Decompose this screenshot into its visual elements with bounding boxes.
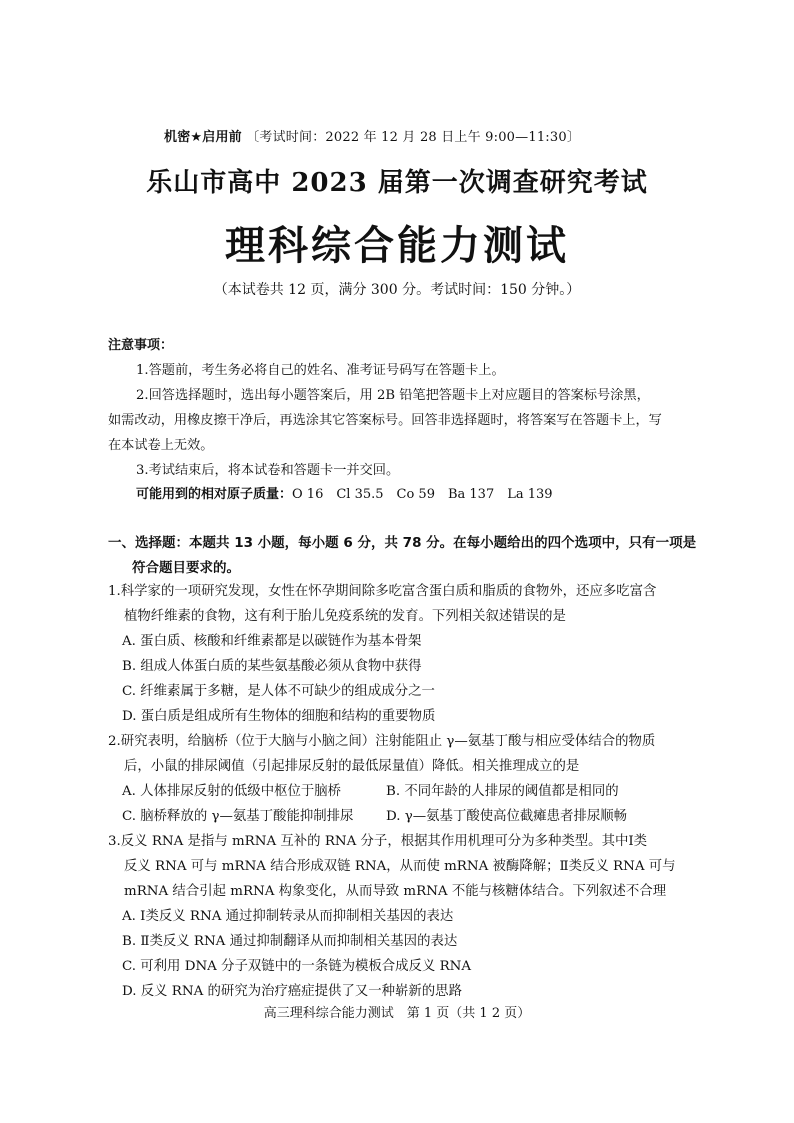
q2-stem-line-1: 2.研究表明，给脑桥（位于大脑与小脑之间）注射能阻止 γ—氨基丁酸与相应受体结合的物质 (108, 734, 656, 749)
atomic-mass-values: O 16 Cl 35.5 Co 59 Ba 137 La 139 (292, 487, 553, 502)
q3-stem-line-3: mRNA 结合引起 mRNA 构象变化，从而导致 mRNA 不能与核糖体结合。下列叙述不合理 (124, 884, 667, 899)
page-footer: 高三理科综合能力测试 第 1 页（共 1 2 页） (263, 1006, 531, 1021)
q2-option-a: A. 人体排尿反射的低级中枢位于脑桥 (122, 784, 342, 799)
exam-info: （本试卷共 12 页，满分 300 分。考试时间：150 分钟。） (213, 282, 581, 298)
q1-stem-line-1: 1.科学家的一项研究发现，女性在怀孕期间除多吃富含蛋白质和脂质的食物外，还应多吃富含 (108, 584, 657, 599)
q2-option-d: D. γ—氨基丁酸使高位截瘫患者排尿顺畅 (386, 809, 628, 824)
notes-heading: 注意事项： (108, 338, 174, 353)
note-item-2-line-1: 2.回答选择题时，选出每小题答案后，用 2B 铅笔把答题卡上对应题目的答案标号涂黑， (136, 388, 650, 403)
atomic-mass-label: 可能用到的相对原子质量： (136, 487, 293, 502)
q3-option-d: D. 反义 RNA 的研究为治疗癌症提供了又一种崭新的思路 (122, 984, 462, 999)
q3-option-b: B. Ⅱ类反义 RNA 通过抑制翻译从而抑制相关基因的表达 (122, 934, 458, 949)
q3-option-c: C. 可利用 DNA 分子双链中的一条链为模板合成反义 RNA (122, 959, 472, 974)
note-item-2-line-2: 如需改动，用橡皮擦干净后，再选涂其它答案标号。回答非选择题时，将答案写在答题卡上，写 (108, 413, 662, 428)
note-item-2-line-3: 在本试卷上无效。 (108, 438, 214, 453)
section-heading-line-1: 一、选择题：本题共 13 小题，每小题 6 分，共 78 分。在每小题给出的四个选项中，只有一项是 (108, 535, 697, 551)
q2-option-c: C. 脑桥释放的 γ—氨基丁酸能抑制排尿 (122, 809, 354, 824)
confidential-line (164, 126, 580, 145)
confidential-label: 机密★启用前 (164, 130, 242, 145)
q1-option-c: C. 纤维素属于多糖，是人体不可缺少的组成成分之一 (122, 684, 435, 699)
note-item-3: 3.考试结束后，将本试卷和答题卡一并交回。 (136, 463, 400, 478)
note-item-1: 1.答题前，考生务必将自己的姓名、准考证号码写在答题卡上。 (136, 363, 505, 378)
q2-stem-line-2: 后，小鼠的排尿阈值（引起排尿反射的最低尿量值）降低。相关推理成立的是 (124, 759, 580, 774)
q1-option-d: D. 蛋白质是组成所有生物体的细胞和结构的重要物质 (122, 709, 436, 724)
q1-option-a: A. 蛋白质、核酸和纤维素都是以碳链作为基本骨架 (122, 634, 422, 649)
exam-time: 〔考试时间：2022 年 12 月 28 日上午 9:00—11:30〕 (246, 130, 581, 145)
exam-title: 乐山市高中 2023 届第一次调查研究考试 (146, 168, 648, 198)
section-heading-line-2: 符合题目要求的。 (132, 560, 240, 576)
q1-stem-line-2: 植物纤维素的食物，这有利于胎儿免疫系统的发育。下列相关叙述错误的是 (124, 609, 566, 624)
exam-subject: 理科综合能力测试 (225, 222, 569, 269)
q2-option-b: B. 不同年龄的人排尿的阈值都是相同的 (386, 784, 619, 799)
q3-option-a: A. Ⅰ类反义 RNA 通过抑制转录从而抑制相关基因的表达 (122, 909, 454, 924)
atomic-mass-line (136, 483, 553, 502)
q3-stem-line-2: 反义 RNA 可与 mRNA 结合形成双链 RNA，从而使 mRNA 被酶降解；Ⅱ类反义 RNA 可与 (124, 859, 676, 874)
q1-option-b: B. 组成人体蛋白质的某些氨基酸必须从食物中获得 (122, 659, 422, 674)
q3-stem-line-1: 3.反义 RNA 是指与 mRNA 互补的 RNA 分子，根据其作用机理可分为多种类型。其中Ⅰ类 (108, 834, 648, 849)
